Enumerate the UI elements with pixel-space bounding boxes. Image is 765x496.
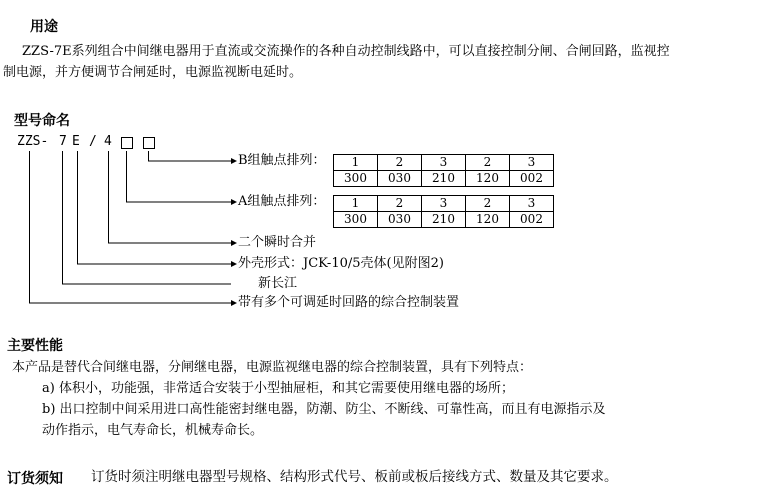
label-desc: 带有多个可调延时回路的综合控制装置 — [238, 295, 460, 310]
order-heading: 订货须知 — [7, 471, 63, 487]
code-prefix: ZZS- — [17, 134, 49, 149]
table-cell: 120 — [466, 171, 510, 187]
usage-heading: 用途 — [30, 19, 58, 35]
table-cell: 1 — [334, 196, 378, 212]
code-slash: / — [89, 134, 97, 149]
performance-item-b1: b) 出口控制中间采用进口高性能密封继电器，防潮、防尘、不断线、可靠性高，而且有电源指示及 — [42, 402, 606, 417]
code-e: E — [72, 134, 80, 149]
usage-line-2: 制电源，并方便调节合闸延时，电源监视断电延时。 — [3, 65, 303, 80]
table-cell: 1 — [334, 155, 378, 171]
label-maker: 新长江 — [258, 276, 298, 291]
table-cell: 2 — [378, 196, 422, 212]
table-row — [334, 212, 554, 228]
table-cell: 300 — [334, 212, 378, 228]
a-contacts-table — [333, 195, 554, 228]
performance-item-a: a) 体积小，功能强，非常适合安装于小型抽屉柜，和其它需要使用继电器的场所； — [42, 381, 514, 396]
table-row — [334, 196, 554, 212]
model-heading: 型号命名 — [14, 113, 70, 129]
label-instant: 二个瞬时合并 — [238, 235, 317, 250]
table-cell: 210 — [422, 171, 466, 187]
table-cell: 2 — [466, 196, 510, 212]
table-cell: 002 — [510, 171, 554, 187]
table-row — [334, 171, 554, 187]
table-cell: 3 — [510, 196, 554, 212]
b-contacts-table — [333, 154, 554, 187]
table-cell: 3 — [422, 196, 466, 212]
table-cell: 030 — [378, 212, 422, 228]
table-cell: 2 — [378, 155, 422, 171]
performance-item-b2: 动作指示，电气寿命长，机械寿命长。 — [42, 423, 264, 438]
order-text: 订货时须注明继电器型号规格、结构形式代号、板前或板后接线方式、数量及其它要求。 — [91, 469, 618, 485]
label-a-contacts: A组触点排列： — [238, 194, 326, 209]
table-cell: 300 — [334, 171, 378, 187]
code-seven: 7 — [59, 134, 67, 149]
label-b-contacts: B组触点排列： — [238, 153, 326, 168]
table-cell: 030 — [378, 171, 422, 187]
table-cell: 3 — [422, 155, 466, 171]
table-cell: 3 — [510, 155, 554, 171]
table-cell: 2 — [466, 155, 510, 171]
usage-line-1: ZZS-7E系列组合中间继电器用于直流或交流操作的各种自动控制线路中，可以直接控制分闸、合闸回路，监视控 — [22, 44, 670, 59]
table-row — [334, 155, 554, 171]
performance-heading: 主要性能 — [7, 338, 63, 354]
label-shell: 外壳形式：JCK-10/5壳体(见附图2) — [238, 256, 444, 271]
table-cell: 120 — [466, 212, 510, 228]
performance-intro: 本产品是替代合间继电器，分闸继电器，电源监视继电器的综合控制装置，具有下列特点： — [12, 360, 533, 375]
code-four: 4 — [104, 134, 112, 149]
table-cell: 002 — [510, 212, 554, 228]
table-cell: 210 — [422, 212, 466, 228]
